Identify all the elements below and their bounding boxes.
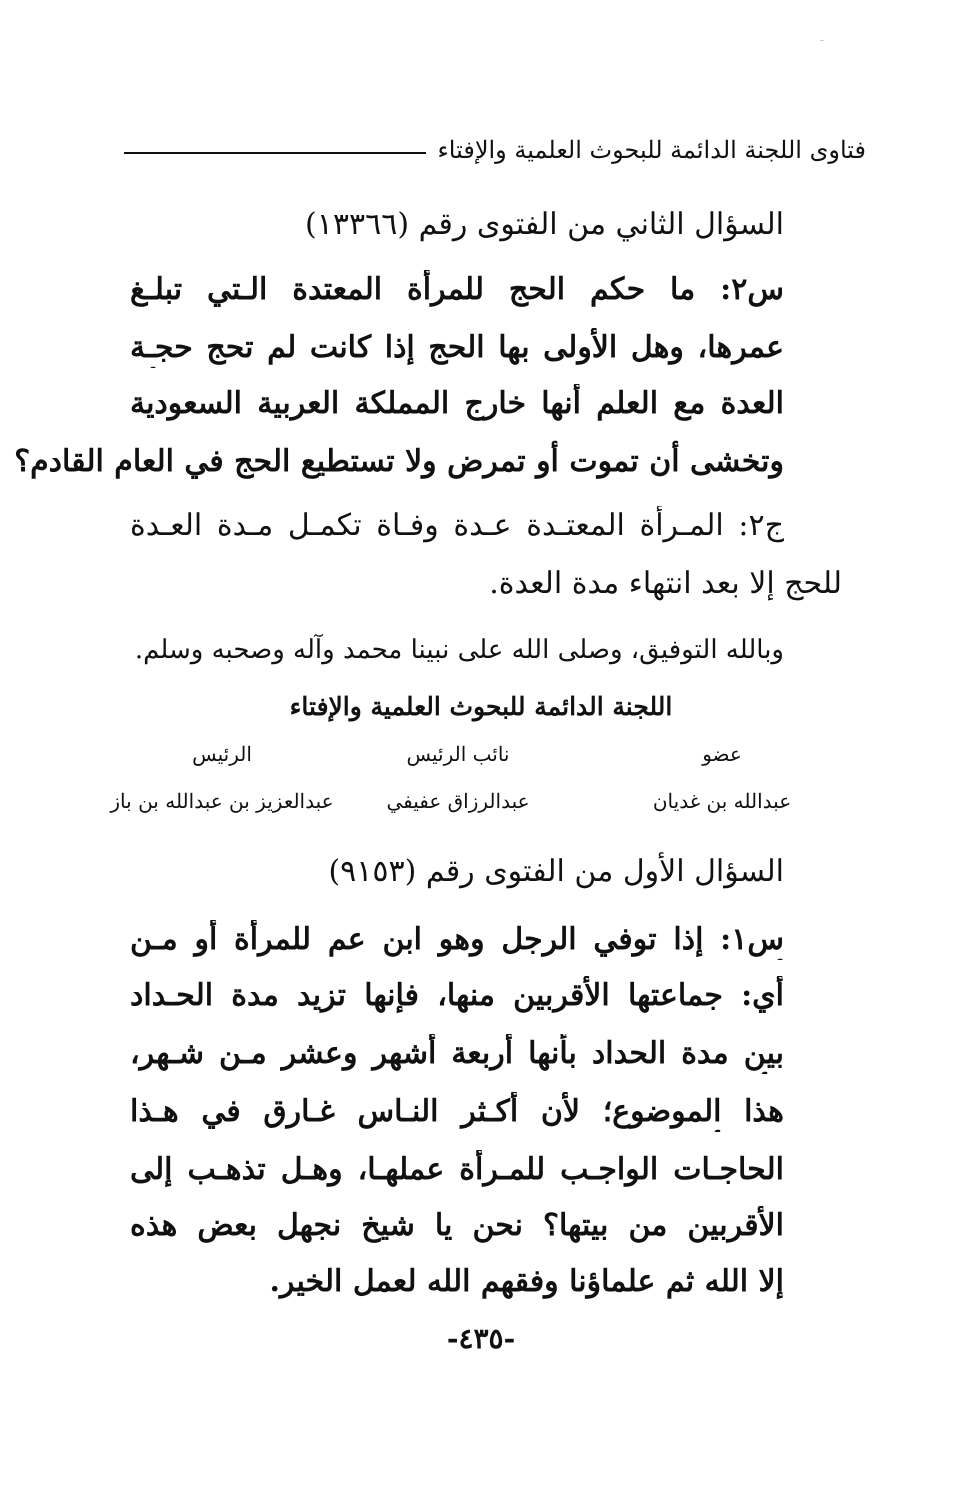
fatwa-1-question-line: س٢: ما حكم الحج للمرأة المعتدة الـتي تبلـغ <box>130 272 784 307</box>
running-header-title: فتاوى اللجنة الدائمة للبحوث العلمية والإفتاء <box>437 136 866 164</box>
committee-title: اللجنة الدائمة للبحوث العلمية والإفتاء <box>289 692 673 721</box>
running-header <box>124 128 866 172</box>
fatwa-2-question-line: أي: جماعتها الأقربين منها، فإنها تزيد مدة الحـداد <box>130 978 784 1013</box>
fatwa-1-question-line: وتخشى أن تموت أو تمرض ولا تستطيع الحج في العام القادم؟ <box>14 444 784 479</box>
fatwa-1-question-line: عمرها، وهل الأولى بها الحج إذا كانت لم تحج حجـة <box>130 330 784 365</box>
fatwa-2-question-line: إلا الله ثم علماؤنا وفقهم الله لعمل الخير. <box>269 1264 784 1299</box>
fatwa-1-answer-line: للحج إلا بعد انتهاء مدة العدة. <box>489 566 842 601</box>
closing-blessing: وبالله التوفيق، وصلى الله على نبينا محمد وآله وصحبه وسلم. <box>134 635 784 665</box>
page-number: -٤٣٥- <box>446 1322 516 1355</box>
fatwa-2-question-line: بين مدة الحداد بأنها أربعة أشهر وعشر مـن شـهر، <box>130 1036 784 1071</box>
fatwa-2-question-line: الحاجـات الواجـب للمـرأة عملهـا، وهـل تذهـب إلى <box>130 1152 784 1187</box>
fatwa-1-heading: السؤال الثاني من الفتوى رقم (١٣٣٦٦) <box>305 207 784 242</box>
scan-speck <box>820 40 824 41</box>
fatwa-2-question-line: س١: إذا توفي الرجل وهو ابن عم للمرأة أو مـن <box>130 922 784 957</box>
role-chair: الرئيس <box>192 742 252 766</box>
header-rule <box>124 152 426 154</box>
name-member: عبدالله بن غديان <box>652 789 792 813</box>
name-chair: عبدالعزيز بن عبدالله بن باز <box>110 789 334 813</box>
fatwa-2-question-line: الأقربين من بيتها؟ نحن يا شيخ نجهل بعض هذه <box>130 1208 784 1243</box>
fatwa-1-answer-line: ج٢: المـرأة المعتـدة عـدة وفـاة تكمـل مـدة العـدة <box>130 508 784 543</box>
signature-roles-row <box>0 742 962 772</box>
fatwa-2-question-line: هذا الموضوع؛ لأن أكـثر النـاس غـارق في هـذا <box>130 1094 784 1129</box>
signature-names-row <box>0 789 962 819</box>
name-vice-chair: عبدالرزاق عفيفي <box>386 789 530 813</box>
fatwa-2-heading: السؤال الأول من الفتوى رقم (٩١٥٣) <box>328 854 784 889</box>
fatwa-1-question-line: العدة مع العلم أنها خارج المملكة العربية السعودية <box>130 386 784 421</box>
role-vice-chair: نائب الرئيس <box>406 742 510 766</box>
role-member: عضو <box>702 742 742 766</box>
